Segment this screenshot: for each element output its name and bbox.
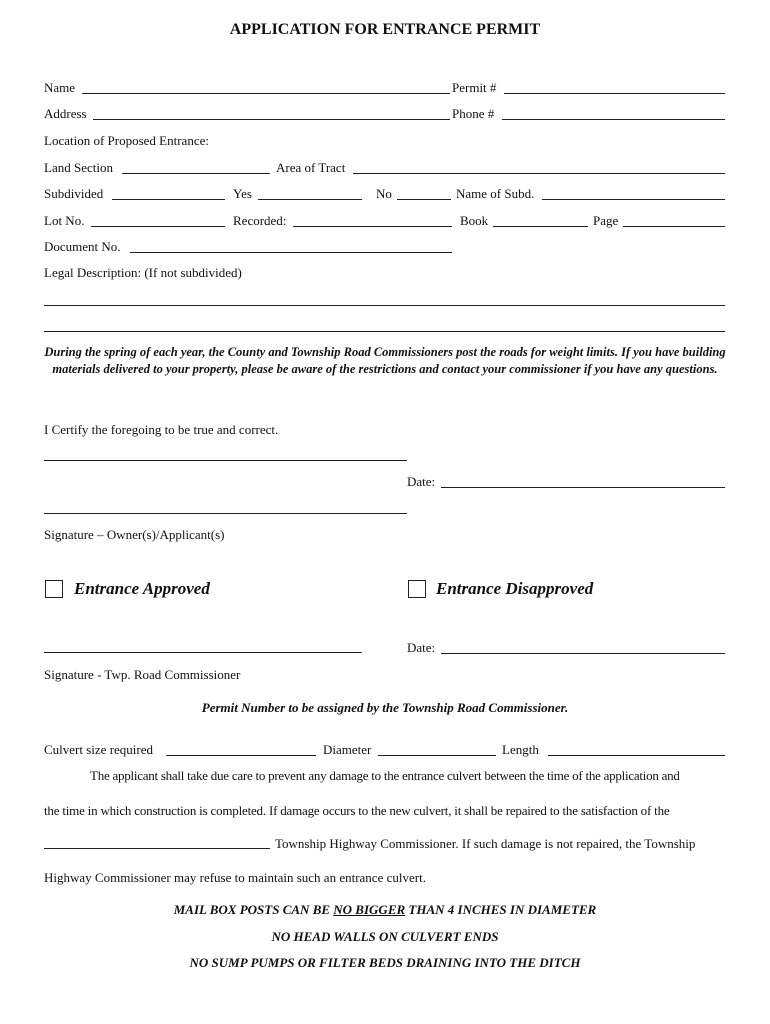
diameter-label: Diameter (323, 742, 372, 757)
owner-signature-line-2[interactable] (44, 513, 407, 514)
commissioner-signature-line[interactable] (44, 652, 362, 653)
land-section-label: Land Section (44, 160, 113, 175)
culvert-size-label: Culvert size required (44, 742, 154, 757)
certify-statement: I Certify the foregoing to be true and correct. (44, 422, 279, 437)
legal-description-line-1[interactable] (44, 305, 725, 306)
book-field[interactable] (493, 226, 588, 227)
legal-description-line-2[interactable] (44, 331, 725, 332)
legal-description-label: Legal Description: (If not subdivided) (44, 265, 242, 280)
form-title: APPLICATION FOR ENTRANCE PERMIT (229, 21, 541, 38)
township-commissioner-field[interactable] (44, 848, 270, 849)
date-field-1[interactable] (441, 487, 725, 488)
approved-label: Entrance Approved (74, 579, 210, 598)
no-field[interactable] (397, 199, 451, 200)
subdivided-field[interactable] (112, 199, 225, 200)
recorded-field[interactable] (293, 226, 452, 227)
date-label-1: Date: (407, 474, 436, 489)
commissioner-signature-label: Signature - Twp. Road Commissioner (44, 667, 241, 682)
subdivided-label: Subdivided (44, 186, 104, 201)
disapproved-label: Entrance Disapproved (436, 579, 594, 598)
land-section-field[interactable] (122, 173, 270, 174)
approved-checkbox[interactable] (45, 580, 63, 598)
weight-limit-notice: During the spring of each year, the County and Township Road Commissioners post the roads for weight limits. If you have building materials delivered to your property, please be aware of the restrictions and contact your commissioner if you have any questions. (44, 345, 726, 376)
recorded-label: Recorded: (233, 213, 287, 228)
address-label: Address (44, 106, 87, 121)
lot-no-field[interactable] (91, 226, 225, 227)
date-field-2[interactable] (441, 653, 725, 654)
headwall-rule: NO HEAD WALLS ON CULVERT ENDS (271, 929, 499, 944)
lot-no-label: Lot No. (44, 213, 85, 228)
book-label: Book (460, 213, 489, 228)
damage-paragraph-line-4: Highway Commissioner may refuse to maintain such an entrance culvert. (44, 870, 426, 885)
name-of-subd-field[interactable] (542, 199, 725, 200)
document-no-field[interactable] (130, 252, 452, 253)
address-field[interactable] (93, 119, 450, 120)
document-no-label: Document No. (44, 239, 121, 254)
yes-label: Yes (233, 186, 252, 201)
area-of-tract-label: Area of Tract (276, 160, 346, 175)
length-field[interactable] (548, 755, 725, 756)
no-label: No (376, 186, 392, 201)
permit-field[interactable] (504, 93, 725, 94)
yes-field[interactable] (258, 199, 362, 200)
diameter-field[interactable] (378, 755, 496, 756)
location-label: Location of Proposed Entrance: (44, 133, 209, 148)
name-of-subd-label: Name of Subd. (456, 186, 535, 201)
phone-label: Phone # (452, 106, 495, 121)
phone-field[interactable] (502, 119, 725, 120)
damage-paragraph-line-3: Township Highway Commissioner. If such damage is not repaired, the Township (275, 836, 696, 851)
owner-signature-line-1[interactable] (44, 460, 407, 461)
damage-paragraph-line-2: the time in which construction is completed. If damage occurs to the new culvert, it shall be repaired to the satisfaction of the (44, 803, 670, 818)
permit-label: Permit # (452, 80, 497, 95)
page-label: Page (593, 213, 619, 228)
disapproved-checkbox[interactable] (408, 580, 426, 598)
mailbox-rule-emphasis: NO BIGGER (333, 902, 406, 917)
length-label: Length (502, 742, 539, 757)
date-label-2: Date: (407, 640, 436, 655)
area-of-tract-field[interactable] (353, 173, 725, 174)
name-field[interactable] (82, 93, 450, 94)
sump-pump-rule: NO SUMP PUMPS OR FILTER BEDS DRAINING INTO THE DITCH (189, 955, 581, 970)
page-field[interactable] (623, 226, 725, 227)
permit-assign-note: Permit Number to be assigned by the Township Road Commissioner. (201, 700, 569, 715)
owner-signature-label: Signature – Owner(s)/Applicant(s) (44, 527, 225, 542)
name-label: Name (44, 80, 76, 95)
mailbox-rule: MAIL BOX POSTS CAN BE NO BIGGER THAN 4 INCHES IN DIAMETER (173, 902, 597, 917)
damage-paragraph-line-1: The applicant shall take due care to prevent any damage to the entrance culvert between the time of the application and (90, 768, 680, 783)
culvert-size-field[interactable] (166, 755, 316, 756)
